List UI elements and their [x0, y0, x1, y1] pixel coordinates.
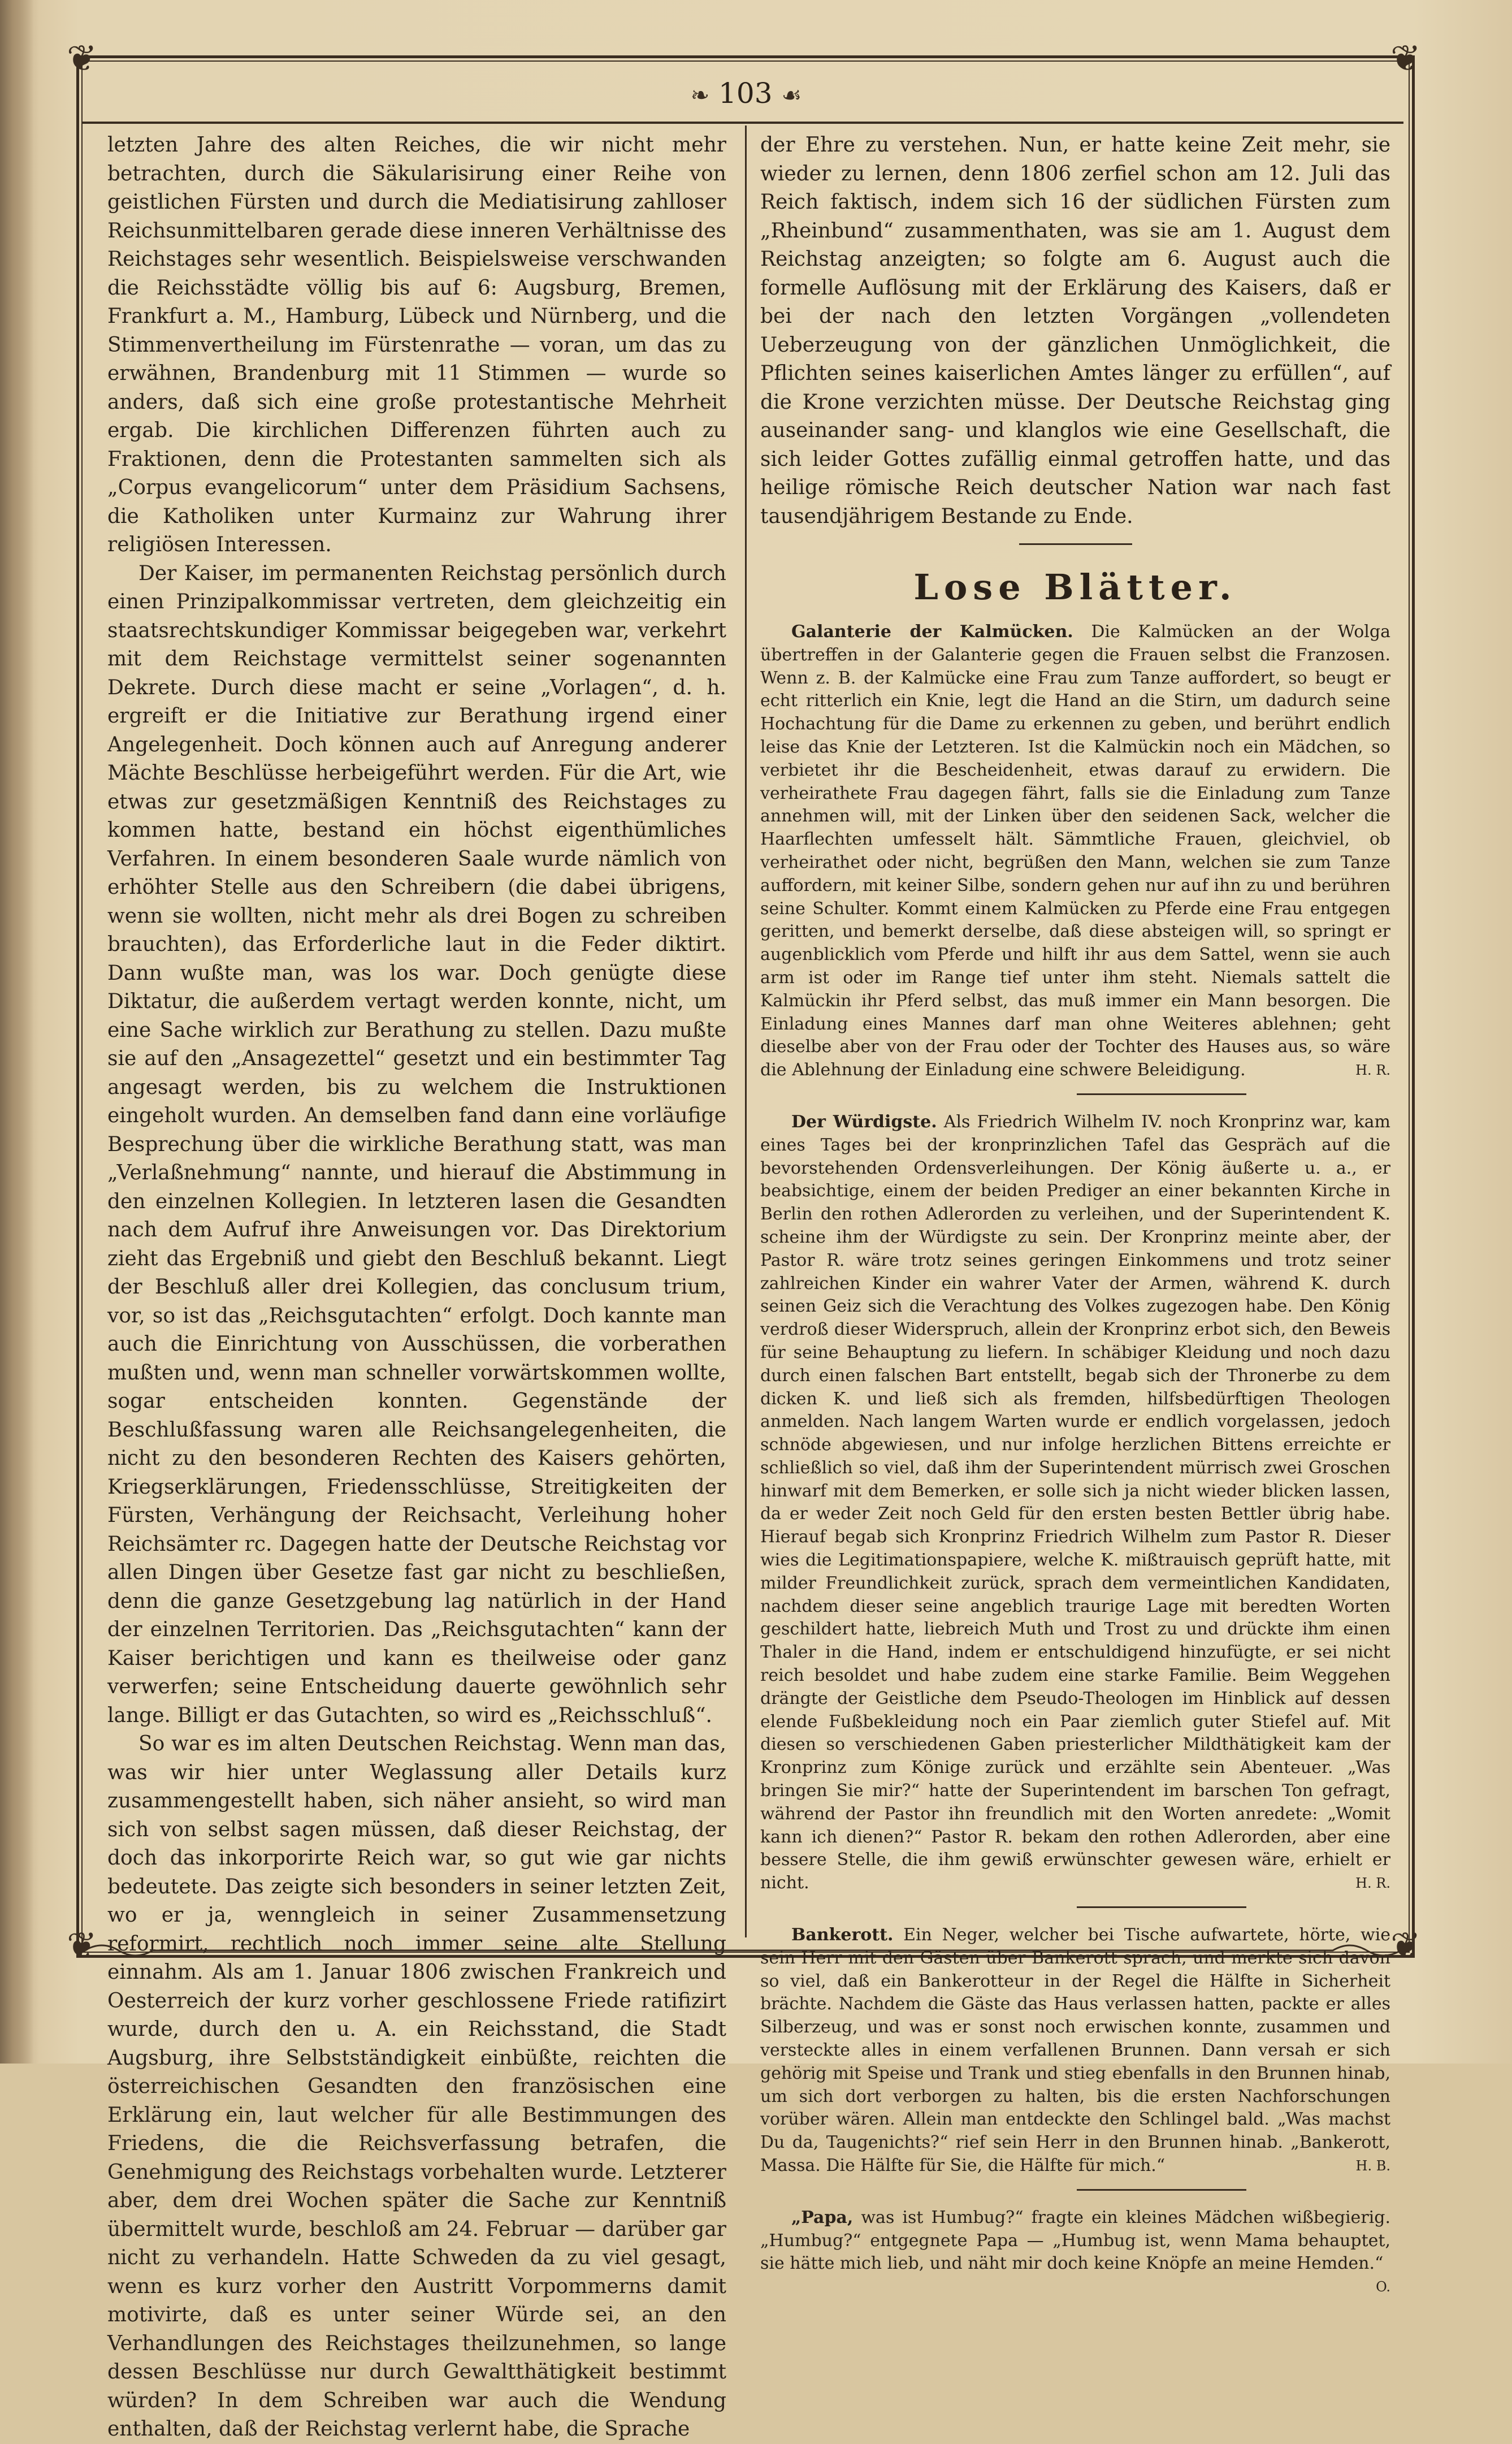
page-number: 103 — [718, 77, 773, 110]
left-paragraph-1: letzten Jahre des alten Reiches, die wir nicht mehr betrachten, durch die Säkularisirung einer Reihe von geistlichen Fürsten und durch die Mediatisirung zahlloser Reichsunmittelbaren gerade diese inneren Verhältnisse des Reichstages sehr wesentlich. Beispielsweise verschwanden die Reichsstädte völlig bis auf 6: Augsburg, Bremen, Frankfurt a. M., Hamburg, Lübeck und Nürnberg, und die Stimmenvertheilung im Fürstenrathe — voran, um das zu erwähnen, Brandenburg mit 11 Stimmen — wurde so anders, daß sich eine große protestantische Mehrheit ergab. Die kirchlichen Differenzen führten auch zu Fraktionen, denn die Protestanten sammelten sich als „Corpus evangelicorum“ unter dem Präsidium Sachsens, die Katholiken unter Kurmainz zur Wahrung ihrer religiösen Interessen. — [107, 133, 726, 556]
page-header — [633, 71, 859, 116]
footer-ornament-rule — [79, 1939, 1406, 1962]
article-title: Der Würdigste. — [791, 1111, 937, 1132]
article-signature: H. B. — [1355, 2158, 1390, 2174]
corner-ornament-top-right: ❦ — [1390, 38, 1421, 80]
header-left-ornament-icon: ❧ — [690, 83, 710, 109]
article-text: Als Friedrich Wilhelm IV. noch Kronprinz war, kam eines Tages bei der kronprinzlichen Tafel das Gespräch auf die bevorstehenden Ordensverleihungen. Der König äußerte u. a., er beabsichtige, einem der beiden Prediger an einer bekannten Kirche in Berlin den rothen Adlerorden zu verleihen, und der Superintendent K. scheine ihm der Würdigste zu sein. Der Kronprinz meinte aber, der Pastor R. wäre trotz seines geringen Einkommens und trotz seiner zahlreichen Kinder ein wahrer Vater der Armen, während K. durch seinen Geiz sich die Verachtung des Volkes zugezogen habe. Den König verdroß dieser Widerspruch, allein der Kronprinz erbot sich, den Beweis für seine Behauptung zu liefern. In schäbiger Kleidung und noch dazu durch einen falschen Bart entstellt, begab sich der Thronerbe zu dem dicken K. und ließ sich als fremden, hilfsbedürftigen Theologen anmelden. Nach langem Warten wurde er endlich vorgelassen, jedoch schnöde abgewiesen, und nur infolge herzlichen Bittens erreichte er schließlich so viel, daß ihm der Superintendent mürrisch zwei Groschen hinwarf mit dem Bemerken, er solle sich ja nicht wieder blicken lassen, da er weder Zeit noch Geld für den ersten besten Bettler übrig habe. Hierauf begab sich Kronprinz Friedrich Wilhelm zum Pastor R. Dieser wies die Legitimationspapiere, welche K. mißtrauisch geprüft hatte, mit milder Freundlichkeit zurück, sprach dem vermeintlichen Kandidaten, nachdem dieser seine angeblich traurige Lage mit beredten Worten geschildert hatte, liebreich Muth und Trost zu und drückte ihm einen Thaler in die Hand, indem er entschuldigend hinzufügte, er sei nicht reich besoldet und habe zudem eine starke Familie. Beim Weggehen drängte der Geistliche dem Pseudo-Theologen im Hinblick auf dessen elende Fußbekleidung noch ein Paar ziemlich guter Stiefel auf. Mit diesen so verschiedenen Gaben priesterlicher Mildthätigkeit kam der Kronprinz zum Könige zurück und erzählte sein Abenteuer. „Was bringen Sie mir?“ hatte der Superintendent im barschen Ton gefragt, während der Pastor ihn freundlich mit den Worten anredete: „Womit kann ich dienen?“ Pastor R. bekam den rothen Adlerorden, aber eine bessere Stelle, die ihm gewiß erwünschter gewesen wäre, erhielt er nicht. — [760, 1111, 1390, 1893]
page-binding-shadow — [0, 0, 34, 2064]
section-title: Lose Blätter. — [913, 566, 1237, 608]
left-paragraph-3: So war es im alten Deutschen Reichstag. Wenn man das, was wir hier unter Weglassung aller Details kurz zusammengestellt haben, sich näher ansieht, so wird man sich von selbst sagen müssen, daß dieser Reichstag, der doch das inkorporirte Reich war, so gut wie gar nichts bedeutete. Das zeigte sich besonders in seiner letzten Zeit, wo er ja, wenngleich in seiner Zusammensetzung reformirt, rechtlich noch immer seine alte Stellung einnahm. Als am 1. Januar 1806 zwischen Frankreich und Oesterreich der kurz vorher geschlossene Friede ratifizirt wurde, durch den u. A. ein Reichsstand, die Stadt Augsburg, ihre Selbstständigkeit einbüßte, reichten die österreichischen Gesandten den französischen eine Erklärung ein, laut welcher für alle Bestimmungen des Friedens, die die Reichsverfassung betrafen, die Genehmigung des Reichstags vorbehalten wurde. Letzterer aber, dem drei Wochen später die Sache zur Kenntniß übermittelt wurde, beschloß am 24. Februar — darüber gar nicht zu verhandeln. Hatte Schweden da zu viel gesagt, wenn es kurz vorher den Austritt Vorpommerns damit motivirte, daß es unter seiner Würde sei, an den Verhandlungen des Reichstages theilzunehmen, so lange dessen Beschlüsse nur durch Gewaltthätigkeit bestimmt würden? In dem Schreiben war auch die Wendung enthalten, daß der Reichstag verlernt habe, die Sprache — [107, 1732, 726, 2441]
article-title: Galanterie der Kalmücken. — [791, 622, 1073, 642]
article-separator — [1077, 1093, 1246, 1095]
article-signature: O. — [1376, 2279, 1390, 2295]
right-column — [760, 131, 1390, 2295]
corner-ornament-top-left: ❦ — [67, 38, 97, 80]
article-title: Bankerott. — [791, 1925, 894, 1945]
left-column — [107, 131, 726, 2441]
article-separator — [1077, 2189, 1246, 2191]
article-text: Die Kalmücken an der Wolga übertreffen in der Galanterie gegen die Frauen selbst die Franzosen. Wenn z. B. der Kalmücke eine Frau zum Tanze auffordert, so beugt er echt ritterlich ein Knie, legt die Hand an die Stirn, um dadurch seine Hochachtung für die Dame zu erkennen zu geben, und berührt endlich leise das Knie der Letzteren. Ist die Kalmückin noch ein Mädchen, so verbietet ihr die Bescheidenheit, etwas darauf zu erwidern. Die verheirathete Frau dagegen fährt, falls sie die Einladung zum Tanze annehmen will, mit der Linken über den seidenen Sack, welcher die Haarflechten umfesselt hält. Sämmtliche Frauen, gleichviel, ob verheirathet oder nicht, begrüßen den Mann, welchen sie zum Tanze auffordern, mit keiner Silbe, sondern gehen nur auf ihn zu und berühren seine Schulter. Kommt einem Kalmücken zu Pferde eine Frau entgegen geritten, und bemerkt derselbe, daß diese absteigen will, so springt er augenblicklich vom Pferde und hilft ihr aus dem Sattel, wenn sie auch arm ist oder im Range tief unter ihm steht. Niemals sattelt die Kalmückin ihr Pferd selbst, das muß immer ein Mann besorgen. Die Einladung eines Mannes darf man ohne Weiteres ablehnen; geht dieselbe aber von der Frau oder der Tochter des Hauses aus, so wäre die Ablehnung der Einladung eine schwere Beleidigung. — [760, 622, 1390, 1080]
corner-ornament-bottom-left: ❦ — [67, 1925, 97, 1967]
article-separator — [1077, 1906, 1246, 1908]
article-humbug — [760, 2207, 1390, 2299]
column-divider — [745, 126, 747, 1937]
header-right-ornament-icon: ☙ — [781, 83, 802, 109]
corner-ornament-bottom-right: ❦ — [1390, 1925, 1421, 1967]
section-separator — [1019, 543, 1132, 545]
article-bankerott — [760, 1924, 1390, 2178]
article-signature: H. R. — [1355, 1875, 1390, 1892]
article-title: „Papa, — [791, 2207, 854, 2227]
article-wuerdigste — [760, 1111, 1390, 1895]
left-paragraph-2: Der Kaiser, im permanenten Reichstag persönlich durch einen Prinzipalkommissar vertreten, dem gleichzeitig ein staatsrechtskundiger Kommissar beigegeben war, verkehrt mit dem Reichstage vermittelst seiner sogenannten Dekrete. Durch diese macht er seine „Vorlagen“, d. h. ergreift er die Initiative zur Berathung irgend einer Angelegenheit. Doch können auch auf Anregung anderer Mächte Beschlüsse herbeigeführt werden. Für die Art, wie etwas zur gesetzmäßigen Kenntniß des Reichstages zu kommen hatte, bestand ein höchst eigenthümliches Verfahren. In einem besonderen Saale wurde nämlich von erhöhter Stelle aus den Schreibern (die dabei übrigens, wenn sie wollten, nicht mehr als drei Bogen zu schreiben brauchten), das Erforderliche laut in die Feder diktirt. Dann wußte man, was los war. Doch genügte diese Diktatur, die außerdem vertagt werden konnte, nicht, um eine Sache wirklich zur Berathung zu stellen. Dazu mußte sie auf den „Ansagezettel“ gesetzt und ein bestimmter Tag angesagt werden, bis zu welchem die Instruktionen eingeholt wurden. An demselben fand dann eine vorläufige Besprechung über die wirkliche Berathung statt, was man „Verlaßnehmung“ nannte, und hierauf die Abstimmung in den einzelnen Kollegien. In letzteren lasen die Gesandten nach dem Aufruf ihre Anweisungen vor. Das Direktorium zieht das Ergebniß und giebt den Beschluß bekannt. Liegt der Beschluß aller drei Kollegien, das conclusum trium, vor, so ist das „Reichsgutachten“ erfolgt. Doch kannte man auch die Einrichtung von Ausschüssen, die vorberathen mußten und, wenn man schneller vorwärtskommen wollte, sogar entscheiden konnten. Gegenstände der Beschlußfassung waren alle Reichsangelegenheiten, die nicht zu den besonderen Rechten des Kaisers gehörten, Kriegserklärungen, Friedensschlüsse, Streitigkeiten der Fürsten, Verhängung der Reichsacht, Verleihung hoher Reichsämter rc. Dagegen hatte der Deutsche Reichstag vor allen Dingen über Gesetze fast gar nicht zu beschließen, denn die ganze Gesetzgebung lag natürlich in der Hand der einzelnen Territorien. Das „Reichsgutachten“ kann der Kaiser berichtigen und kann es theilweise oder ganz verwerfen; seine Entscheidung dauerte gewöhnlich sehr lange. Billigt er das Gutachten, so wird es „Reichsschluß“. — [107, 561, 726, 1727]
header-rule — [82, 122, 1403, 124]
article-text: was ist Humbug?“ fragte ein kleines Mädchen wißbegierig. „Humbug?“ entgegnete Papa — „Humbug ist, wenn Mama behauptet, sie hätte mich lieb, und näht mir doch keine Knöpfe an meine Hemden.“ — [760, 2207, 1390, 2274]
article-galanterie — [760, 621, 1390, 1082]
article-text: Ein Neger, welcher bei Tische aufwartete, hörte, wie sein Herr mit den Gästen über Bankerott sprach, und merkte sich davon so viel, daß ein Bankerotteur in der Regel die Hälfte in Sicherheit brächte. Nachdem die Gäste das Haus verlassen hatten, packte er alles Silberzeug, und was er sonst noch erwischen konnte, zusammen und versteckte alles in einem verfallenen Brunnen. Dann versah er sich gehörig mit Speise und Trank und stieg ebenfalls in den Brunnen hinab, um sich dort verborgen zu halten, bis die ersten Nachforschungen vorüber wären. Allein man entdeckte den Schlingel bald. „Was machst Du da, Taugenichts?“ rief sein Herr in den Brunnen hinab. „Bankerott, Massa. Die Hälfte für Sie, die Hälfte für mich.“ — [760, 1925, 1390, 2175]
right-continuation-paragraph: der Ehre zu verstehen. Nun, er hatte keine Zeit mehr, sie wieder zu lernen, denn 1806 zerfiel schon am 12. Juli das Reich faktisch, indem sich 16 der südlichen Fürsten zum „Rheinbund“ zusammenthaten, was sie am 1. August dem Reichstag anzeigten; so folgte am 6. August auch die formelle Auflösung mit der Erklärung des Kaisers, daß er bei der nach den letzten Vorgängen „vollendeten Ueberzeugung von der gänzlichen Unmöglichkeit, die Pflichten seines kaiserlichen Amtes länger zu erfüllen“, auf die Krone verzichten müsse. Der Deutsche Reichstag ging auseinander sang- und klanglos wie eine Gesellschaft, die sich leider Gottes zufällig einmal getroffen hatte, und das heilige römische Reich deutscher Nation war nach fast tausendjährigem Bestande zu Ende. — [760, 133, 1390, 528]
article-signature: H. R. — [1355, 1062, 1390, 1079]
